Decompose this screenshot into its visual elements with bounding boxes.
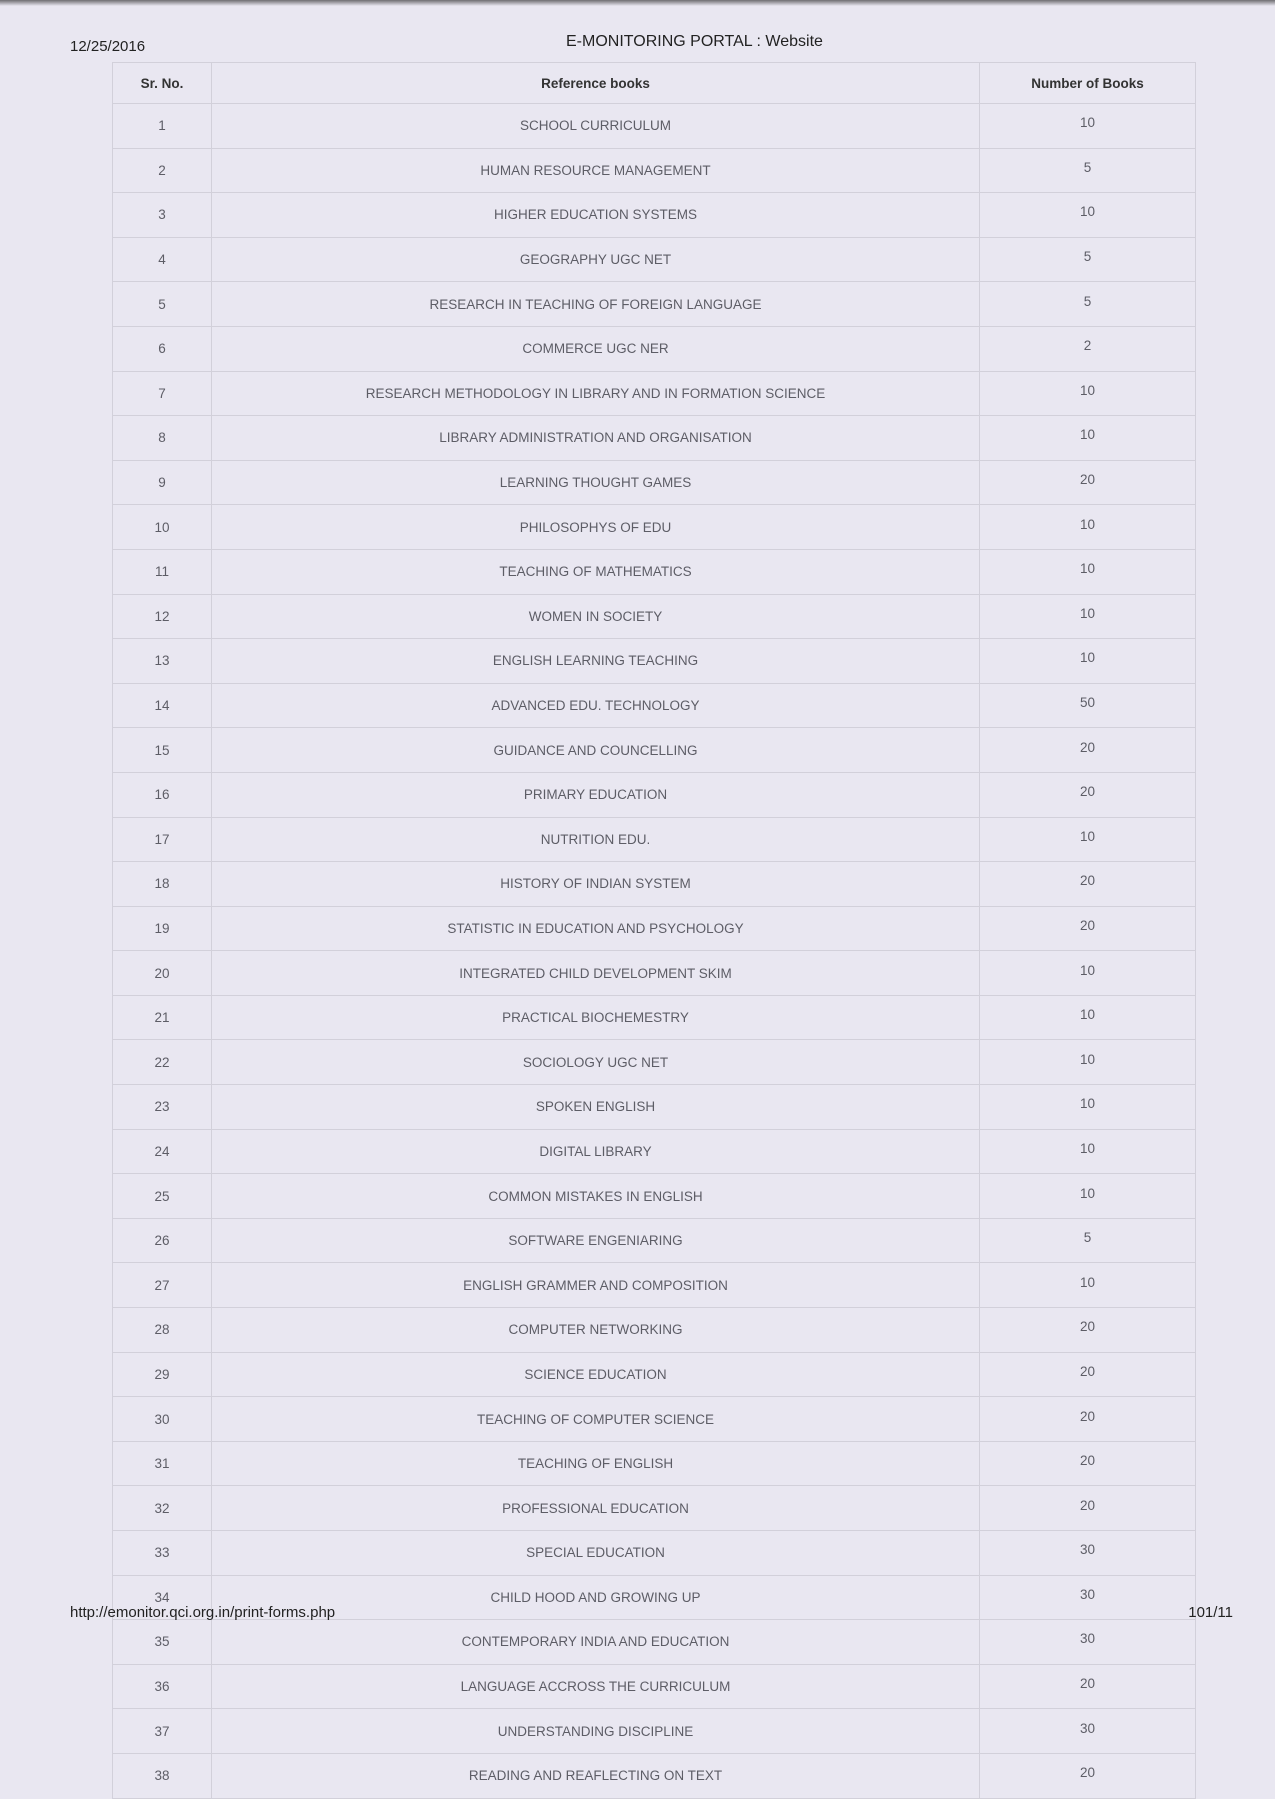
- cell-sr-no: 9: [113, 460, 212, 505]
- cell-sr-no: 38: [113, 1753, 212, 1798]
- table-row: [113, 148, 1196, 193]
- table-row: [113, 772, 1196, 817]
- table-row: [113, 1040, 1196, 1085]
- cell-sr-no: 29: [113, 1352, 212, 1397]
- cell-number-of-books: 20: [980, 460, 1196, 505]
- table-row: [113, 1352, 1196, 1397]
- cell-reference-book: GEOGRAPHY UGC NET: [212, 237, 980, 282]
- cell-reference-book: SPECIAL EDUCATION: [212, 1531, 980, 1576]
- cell-reference-book: CONTEMPORARY INDIA AND EDUCATION: [212, 1620, 980, 1665]
- cell-number-of-books: 30: [980, 1620, 1196, 1665]
- cell-reference-book: READING AND REAFLECTING ON TEXT: [212, 1753, 980, 1798]
- cell-reference-book: SOFTWARE ENGENIARING: [212, 1218, 980, 1263]
- cell-sr-no: 18: [113, 862, 212, 907]
- cell-sr-no: 3: [113, 193, 212, 238]
- cell-sr-no: 35: [113, 1620, 212, 1665]
- cell-sr-no: 6: [113, 326, 212, 371]
- column-header-sr-no: Sr. No.: [113, 63, 212, 104]
- cell-number-of-books: 30: [980, 1531, 1196, 1576]
- table-row: [113, 1486, 1196, 1531]
- cell-sr-no: 34: [113, 1575, 212, 1620]
- table-row: [113, 549, 1196, 594]
- cell-reference-book: PRIMARY EDUCATION: [212, 772, 980, 817]
- cell-sr-no: 12: [113, 594, 212, 639]
- table-row: [113, 1531, 1196, 1576]
- table-row: [113, 639, 1196, 684]
- table-row: [113, 1174, 1196, 1219]
- page-number: 101/11: [1188, 1604, 1233, 1621]
- cell-number-of-books: 10: [980, 594, 1196, 639]
- cell-reference-book: TEACHING OF MATHEMATICS: [212, 549, 980, 594]
- cell-reference-book: UNDERSTANDING DISCIPLINE: [212, 1709, 980, 1754]
- cell-reference-book: GUIDANCE AND COUNCELLING: [212, 728, 980, 773]
- cell-number-of-books: 10: [980, 193, 1196, 238]
- cell-reference-book: ADVANCED EDU. TECHNOLOGY: [212, 683, 980, 728]
- cell-number-of-books: 10: [980, 639, 1196, 684]
- cell-number-of-books: 5: [980, 282, 1196, 327]
- table-row: [113, 1263, 1196, 1308]
- cell-number-of-books: 10: [980, 817, 1196, 862]
- cell-sr-no: 30: [113, 1397, 212, 1442]
- cell-number-of-books: 10: [980, 1174, 1196, 1219]
- cell-number-of-books: 20: [980, 1664, 1196, 1709]
- cell-reference-book: COMMERCE UGC NER: [212, 326, 980, 371]
- cell-reference-book: SCHOOL CURRICULUM: [212, 104, 980, 149]
- cell-reference-book: ENGLISH LEARNING TEACHING: [212, 639, 980, 684]
- table-row: [113, 1441, 1196, 1486]
- cell-number-of-books: 10: [980, 1263, 1196, 1308]
- column-header-reference-books: Reference books: [212, 63, 980, 104]
- table-row: [113, 1397, 1196, 1442]
- cell-sr-no: 24: [113, 1129, 212, 1174]
- table-row: [113, 193, 1196, 238]
- table-row: [113, 817, 1196, 862]
- cell-reference-book: STATISTIC IN EDUCATION AND PSYCHOLOGY: [212, 906, 980, 951]
- table-row: [113, 1218, 1196, 1263]
- print-date: 12/25/2016: [70, 38, 146, 55]
- cell-number-of-books: 10: [980, 104, 1196, 149]
- cell-sr-no: 13: [113, 639, 212, 684]
- cell-sr-no: 33: [113, 1531, 212, 1576]
- cell-number-of-books: 20: [980, 1397, 1196, 1442]
- cell-number-of-books: 20: [980, 862, 1196, 907]
- cell-sr-no: 23: [113, 1085, 212, 1130]
- cell-reference-book: TEACHING OF ENGLISH: [212, 1441, 980, 1486]
- cell-number-of-books: 10: [980, 549, 1196, 594]
- table-row: [113, 460, 1196, 505]
- cell-sr-no: 14: [113, 683, 212, 728]
- cell-reference-book: HUMAN RESOURCE MANAGEMENT: [212, 148, 980, 193]
- cell-sr-no: 17: [113, 817, 212, 862]
- cell-sr-no: 7: [113, 371, 212, 416]
- cell-reference-book: SOCIOLOGY UGC NET: [212, 1040, 980, 1085]
- cell-reference-book: SCIENCE EDUCATION: [212, 1352, 980, 1397]
- table-row: [113, 237, 1196, 282]
- table-row: [113, 728, 1196, 773]
- cell-number-of-books: 10: [980, 951, 1196, 996]
- cell-reference-book: PROFESSIONAL EDUCATION: [212, 1486, 980, 1531]
- table-row: [113, 371, 1196, 416]
- cell-sr-no: 37: [113, 1709, 212, 1754]
- cell-number-of-books: 10: [980, 1085, 1196, 1130]
- table-row: [113, 1664, 1196, 1709]
- cell-number-of-books: 10: [980, 416, 1196, 461]
- table-row: [113, 1753, 1196, 1798]
- cell-reference-book: TEACHING OF COMPUTER SCIENCE: [212, 1397, 980, 1442]
- cell-reference-book: RESEARCH IN TEACHING OF FOREIGN LANGUAGE: [212, 282, 980, 327]
- table-row: [113, 951, 1196, 996]
- column-header-number-of-books: Number of Books: [980, 63, 1196, 104]
- cell-reference-book: LEARNING THOUGHT GAMES: [212, 460, 980, 505]
- cell-number-of-books: 10: [980, 505, 1196, 550]
- cell-sr-no: 36: [113, 1664, 212, 1709]
- table-row: [113, 326, 1196, 371]
- cell-sr-no: 20: [113, 951, 212, 996]
- cell-sr-no: 28: [113, 1308, 212, 1353]
- cell-reference-book: CHILD HOOD AND GROWING UP: [212, 1575, 980, 1620]
- table-row: [113, 416, 1196, 461]
- cell-reference-book: COMPUTER NETWORKING: [212, 1308, 980, 1353]
- table-row: [113, 906, 1196, 951]
- cell-number-of-books: 20: [980, 906, 1196, 951]
- cell-number-of-books: 30: [980, 1709, 1196, 1754]
- cell-sr-no: 31: [113, 1441, 212, 1486]
- table-row: [113, 594, 1196, 639]
- cell-number-of-books: 10: [980, 995, 1196, 1040]
- cell-reference-book: SPOKEN ENGLISH: [212, 1085, 980, 1130]
- cell-number-of-books: 10: [980, 371, 1196, 416]
- table-row: [113, 1308, 1196, 1353]
- table-header-row: [113, 63, 1196, 104]
- cell-reference-book: PRACTICAL BIOCHEMESTRY: [212, 995, 980, 1040]
- cell-sr-no: 10: [113, 505, 212, 550]
- table-row: [113, 104, 1196, 149]
- table-row: [113, 1620, 1196, 1665]
- cell-number-of-books: 10: [980, 1129, 1196, 1174]
- table-row: [113, 995, 1196, 1040]
- cell-sr-no: 5: [113, 282, 212, 327]
- table-row: [113, 1709, 1196, 1754]
- footer-url: http://emonitor.qci.org.in/print-forms.php: [70, 1604, 336, 1621]
- cell-reference-book: NUTRITION EDU.: [212, 817, 980, 862]
- cell-sr-no: 27: [113, 1263, 212, 1308]
- cell-number-of-books: 20: [980, 1753, 1196, 1798]
- table-row: [113, 683, 1196, 728]
- reference-books-table: [112, 62, 1196, 1799]
- cell-number-of-books: 20: [980, 1308, 1196, 1353]
- cell-number-of-books: 5: [980, 148, 1196, 193]
- cell-number-of-books: 50: [980, 683, 1196, 728]
- cell-sr-no: 22: [113, 1040, 212, 1085]
- cell-reference-book: ENGLISH GRAMMER AND COMPOSITION: [212, 1263, 980, 1308]
- cell-reference-book: WOMEN IN SOCIETY: [212, 594, 980, 639]
- cell-number-of-books: 20: [980, 772, 1196, 817]
- cell-number-of-books: 20: [980, 1352, 1196, 1397]
- table-row: [113, 1129, 1196, 1174]
- cell-reference-book: HISTORY OF INDIAN SYSTEM: [212, 862, 980, 907]
- cell-sr-no: 19: [113, 906, 212, 951]
- cell-sr-no: 8: [113, 416, 212, 461]
- cell-sr-no: 15: [113, 728, 212, 773]
- cell-number-of-books: 2: [980, 326, 1196, 371]
- cell-sr-no: 1: [113, 104, 212, 149]
- cell-number-of-books: 5: [980, 237, 1196, 282]
- cell-reference-book: LANGUAGE ACCROSS THE CURRICULUM: [212, 1664, 980, 1709]
- cell-sr-no: 21: [113, 995, 212, 1040]
- cell-number-of-books: 20: [980, 1486, 1196, 1531]
- cell-reference-book: COMMON MISTAKES IN ENGLISH: [212, 1174, 980, 1219]
- cell-sr-no: 26: [113, 1218, 212, 1263]
- table-row: [113, 862, 1196, 907]
- cell-reference-book: LIBRARY ADMINISTRATION AND ORGANISATION: [212, 416, 980, 461]
- cell-reference-book: HIGHER EDUCATION SYSTEMS: [212, 193, 980, 238]
- table-row: [113, 282, 1196, 327]
- cell-sr-no: 25: [113, 1174, 212, 1219]
- page-title: E-MONITORING PORTAL : Website: [566, 33, 823, 50]
- cell-reference-book: PHILOSOPHYS OF EDU: [212, 505, 980, 550]
- table-body: [113, 104, 1196, 1799]
- cell-reference-book: RESEARCH METHODOLOGY IN LIBRARY AND IN FORMATION SCIENCE: [212, 371, 980, 416]
- scan-edge: [0, 0, 1275, 6]
- cell-number-of-books: 10: [980, 1040, 1196, 1085]
- cell-sr-no: 16: [113, 772, 212, 817]
- cell-reference-book: INTEGRATED CHILD DEVELOPMENT SKIM: [212, 951, 980, 996]
- cell-number-of-books: 20: [980, 1441, 1196, 1486]
- cell-sr-no: 4: [113, 237, 212, 282]
- cell-sr-no: 2: [113, 148, 212, 193]
- cell-number-of-books: 20: [980, 728, 1196, 773]
- cell-sr-no: 11: [113, 549, 212, 594]
- table-row: [113, 1085, 1196, 1130]
- cell-number-of-books: 30: [980, 1575, 1196, 1620]
- cell-number-of-books: 5: [980, 1218, 1196, 1263]
- cell-reference-book: DIGITAL LIBRARY: [212, 1129, 980, 1174]
- table-row: [113, 505, 1196, 550]
- cell-sr-no: 32: [113, 1486, 212, 1531]
